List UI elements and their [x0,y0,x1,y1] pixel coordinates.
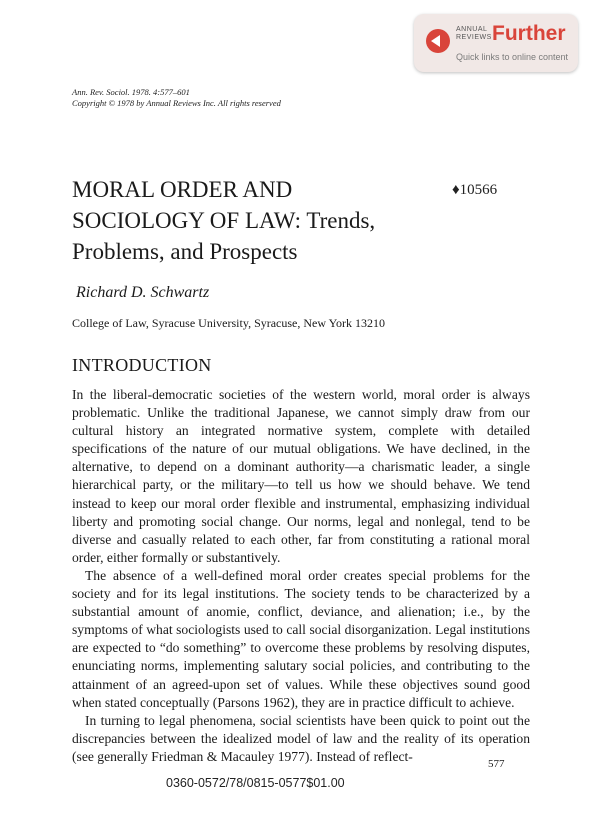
title-line-2: SOCIOLOGY OF LAW: Trends, [72,208,376,233]
page-number: 577 [488,758,505,770]
play-arrow-icon [426,29,450,53]
author-affiliation: College of Law, Syracuse University, Syracuse, New York 13210 [72,316,386,330]
title-line-3: Problems, and Prospects [72,239,298,264]
article-code: ♦10566 [452,182,498,198]
paragraph: In turning to legal phenomena, social scientists have been quick to point out the discrepancies between the idealized model of law and the reality of its operation (see generally Friedman & Macauley 1977). Instead of reflect- [72,712,530,764]
article-title [72,174,375,267]
citation-line-2: Copyright © 1978 by Annual Reviews Inc. All rights reserved [72,98,281,108]
article-body [72,386,530,766]
section-heading: INTRODUCTION [72,355,212,375]
annual-reviews-further-badge[interactable] [414,14,578,72]
further-label: Further [492,22,566,45]
publisher-line-1: ANNUAL [456,26,488,33]
title-line-1: MORAL ORDER AND [72,177,293,202]
badge-tagline: Quick links to online content [456,52,569,62]
author-name: Richard D. Schwartz [76,284,210,301]
paragraph: The absence of a well-defined moral order creates special problems for the society and for its legal institutions. The society tends to be characterized by a substantial amount of anomie, conflict, deviance, and alienation; i.e., by the symptoms of what sociologists used to call social disorganization. Legal institutions are expected to “do something” to overcome these problems by resolving disputes, enunciating norms, implementing salutary social policies, and contributing to the attainment of an agreed-upon set of values. While these objectives sound good when stated conceptually (Parsons 1962), they are in practice difficult to achieve. [72,567,530,710]
publisher-line-2: REVIEWS [456,34,492,41]
paragraph: In the liberal-democratic societies of the western world, moral order is always problematic. Unlike the traditional Japanese, we cannot simply draw from our cultural history an integrated normative system, complete with detailed specifications of the nature of our mutual obligations. We have declined, in the alternative, to depend on a dominant authority—a charismatic leader, a single hierarchical party, or the military—to tell us how we should behave. We tend instead to keep our moral order flexible and instrumental, emphasizing individual liberty and promoting social change. Our norms, legal and nonlegal, tend to be diverse and casually related to each other, far from constituting a rational moral order, either formally or substantively. [72,387,530,565]
issn-line: 0360-0572/78/0815-0577$01.00 [166,776,345,790]
publisher-name [456,26,492,42]
citation-line-1: Ann. Rev. Sociol. 1978. 4:577–601 [72,87,190,97]
